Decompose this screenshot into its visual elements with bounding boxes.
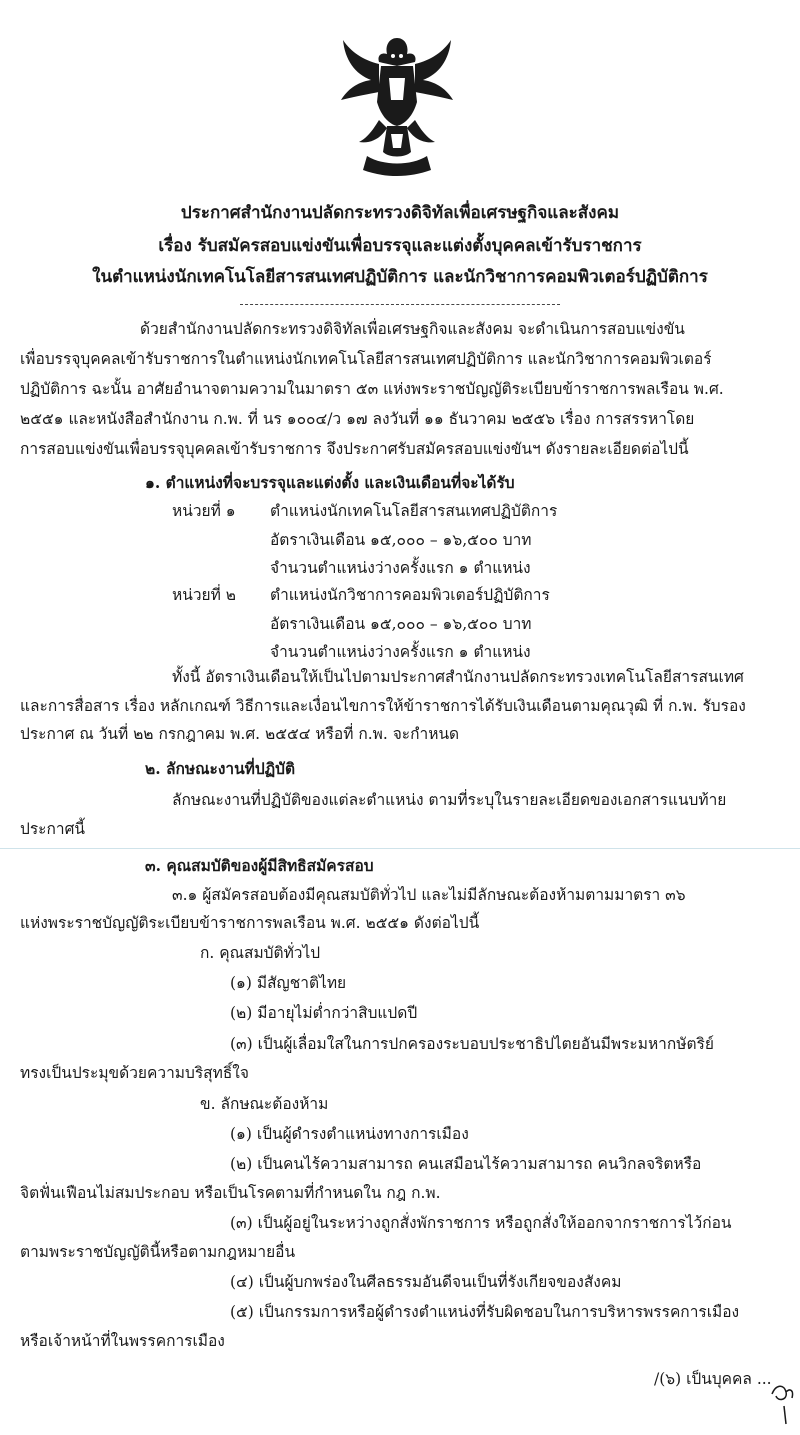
intro-line-3: ปฏิบัติการ ฉะนั้น อาศัยอำนาจตามความในมาตรา ๕๓ แห่งพระราชบัญญัติระเบียบข้าราชการพลเรือน พ.ศ. xyxy=(20,380,724,398)
garuda-emblem-icon xyxy=(337,30,457,180)
intro-line-5: การสอบแข่งขันเพื่อบรรจุบุคคลเข้ารับราชการ จึงประกาศรับสมัครสอบแข่งขันฯ ดังรายละเอียดต่อไปนี้ xyxy=(20,440,689,458)
prohibited-item-2: (๒) เป็นคนไร้ความสามารถ คนเสมือนไร้ความสามารถ คนวิกลจริตหรือ xyxy=(230,1155,702,1173)
signature-initial-icon xyxy=(768,1380,798,1430)
general-item-2: (๒) มีอายุไม่ต่ำกว่าสิบแปดปี xyxy=(230,1004,418,1022)
unit-2-vacancies: จำนวนตำแหน่งว่างครั้งแรก ๑ ตำแหน่ง xyxy=(270,643,531,661)
prohibited-item-5-cont: หรือเจ้าหน้าที่ในพรรคการเมือง xyxy=(20,1332,225,1350)
intro-line-2: เพื่อบรรจุบุคคลเข้ารับราชการในตำแหน่งนักเทคโนโลยีสารสนเทศปฏิบัติการ และนักวิชาการคอมพิวเตอร์ xyxy=(20,350,712,368)
unit-1-vacancies: จำนวนตำแหน่งว่างครั้งแรก ๑ ตำแหน่ง xyxy=(270,559,531,577)
section-2-title: ๒. ลักษณะงานที่ปฏิบัติ xyxy=(145,759,296,778)
prohibited-title: ข. ลักษณะต้องห้าม xyxy=(200,1095,329,1113)
general-item-1: (๑) มีสัญชาติไทย xyxy=(230,974,347,992)
section-3-intro-line-1: ๓.๑ ผู้สมัครสอบต้องมีคุณสมบัติทั่วไป และไม่มีลักษณะต้องห้ามตามมาตรา ๓๖ xyxy=(172,886,686,904)
announcement-title-line-1: ประกาศสำนักงานปลัดกระทรวงดิจิทัลเพื่อเศรษฐกิจและสังคม xyxy=(180,203,620,223)
prohibited-item-3-cont: ตามพระราชบัญญัตินี้หรือตามกฎหมายอื่น xyxy=(20,1243,296,1261)
general-item-3: (๓) เป็นผู้เลื่อมใสในการปกครองระบอบประชาธิปไตยอันมีพระมหากษัตริย์ xyxy=(230,1035,714,1053)
intro-line-1: ด้วยสำนักงานปลัดกระทรวงดิจิทัลเพื่อเศรษฐกิจและสังคม จะดำเนินการสอบแข่งขัน xyxy=(140,320,685,338)
prohibited-item-3: (๓) เป็นผู้อยู่ในระหว่างถูกสั่งพักราชการ หรือถูกสั่งให้ออกจากราชการไว้ก่อน xyxy=(230,1214,732,1232)
prohibited-item-4: (๔) เป็นผู้บกพร่องในศีลธรรมอันดีจนเป็นที่รังเกียจของสังคม xyxy=(230,1273,622,1291)
section-1-title: ๑. ตำแหน่งที่จะบรรจุและแต่งตั้ง และเงินเดือนที่จะได้รับ xyxy=(145,473,515,492)
salary-note-line-3: ประกาศ ณ วันที่ ๒๒ กรกฎาคม พ.ศ. ๒๕๕๔ หรือที่ ก.พ. จะกำหนด xyxy=(20,725,460,743)
unit-1-position: ตำแหน่งนักเทคโนโลยีสารสนเทศปฏิบัติการ xyxy=(270,502,558,520)
section-2-line-1: ลักษณะงานที่ปฏิบัติของแต่ละตำแหน่ง ตามที่ระบุในรายละเอียดของเอกสารแนบท้าย xyxy=(172,791,727,809)
scan-artifact-line xyxy=(0,848,800,849)
announcement-title-line-3: ในตำแหน่งนักเทคโนโลยีสารสนเทศปฏิบัติการ และนักวิชาการคอมพิวเตอร์ปฏิบัติการ xyxy=(92,267,708,287)
section-3-title: ๓. คุณสมบัติของผู้มีสิทธิสมัครสอบ xyxy=(145,856,374,875)
section-3-intro-line-2: แห่งพระราชบัญญัติระเบียบข้าราชการพลเรือน พ.ศ. ๒๕๕๑ ดังต่อไปนี้ xyxy=(20,914,480,932)
title-separator xyxy=(240,304,560,305)
section-2-line-2: ประกาศนี้ xyxy=(20,820,86,838)
unit-1-salary: อัตราเงินเดือน ๑๕,๐๐๐ – ๑๖,๕๐๐ บาท xyxy=(270,531,532,549)
unit-1-label: หน่วยที่ ๑ xyxy=(172,502,236,520)
general-item-3-cont: ทรงเป็นประมุขด้วยความบริสุทธิ์ใจ xyxy=(20,1064,249,1082)
unit-2-salary: อัตราเงินเดือน ๑๕,๐๐๐ – ๑๖,๕๐๐ บาท xyxy=(270,615,532,633)
prohibited-item-1: (๑) เป็นผู้ดำรงตำแหน่งทางการเมือง xyxy=(230,1125,469,1143)
general-qualifications-title: ก. คุณสมบัติทั่วไป xyxy=(200,944,321,962)
prohibited-item-5: (๕) เป็นกรรมการหรือผู้ดำรงตำแหน่งที่รับผิดชอบในการบริหารพรรคการเมือง xyxy=(230,1303,740,1321)
intro-line-4: ๒๕๕๑ และหนังสือสำนักงาน ก.พ. ที่ นร ๑๐๐๔/ว ๑๗ ลงวันที่ ๑๑ ธันวาคม ๒๕๕๖ เรื่อง การสรรหาโดย xyxy=(20,410,695,428)
unit-2-position: ตำแหน่งนักวิชาการคอมพิวเตอร์ปฏิบัติการ xyxy=(270,586,550,604)
unit-2-label: หน่วยที่ ๒ xyxy=(172,586,236,604)
prohibited-item-2-cont: จิตฟั่นเฟือนไม่สมประกอบ หรือเป็นโรคตามที่กำหนดใน กฎ ก.พ. xyxy=(20,1184,441,1202)
announcement-title-line-2: เรื่อง รับสมัครสอบแข่งขันเพื่อบรรจุและแต่งตั้งบุคคลเข้ารับราชการ xyxy=(158,236,642,256)
continued-marker: /(๖) เป็นบุคคล ... xyxy=(654,1370,772,1388)
salary-note-line-1: ทั้งนี้ อัตราเงินเดือนให้เป็นไปตามประกาศสำนักงานปลัดกระทรวงเทคโนโลยีสารสนเทศ xyxy=(172,668,744,686)
salary-note-line-2: และการสื่อสาร เรื่อง หลักเกณฑ์ วิธีการและเงื่อนไขการให้ข้าราชการได้รับเงินเดือนตามคุณวุฒิ ที่ ก.พ. รับรอง xyxy=(20,697,746,715)
